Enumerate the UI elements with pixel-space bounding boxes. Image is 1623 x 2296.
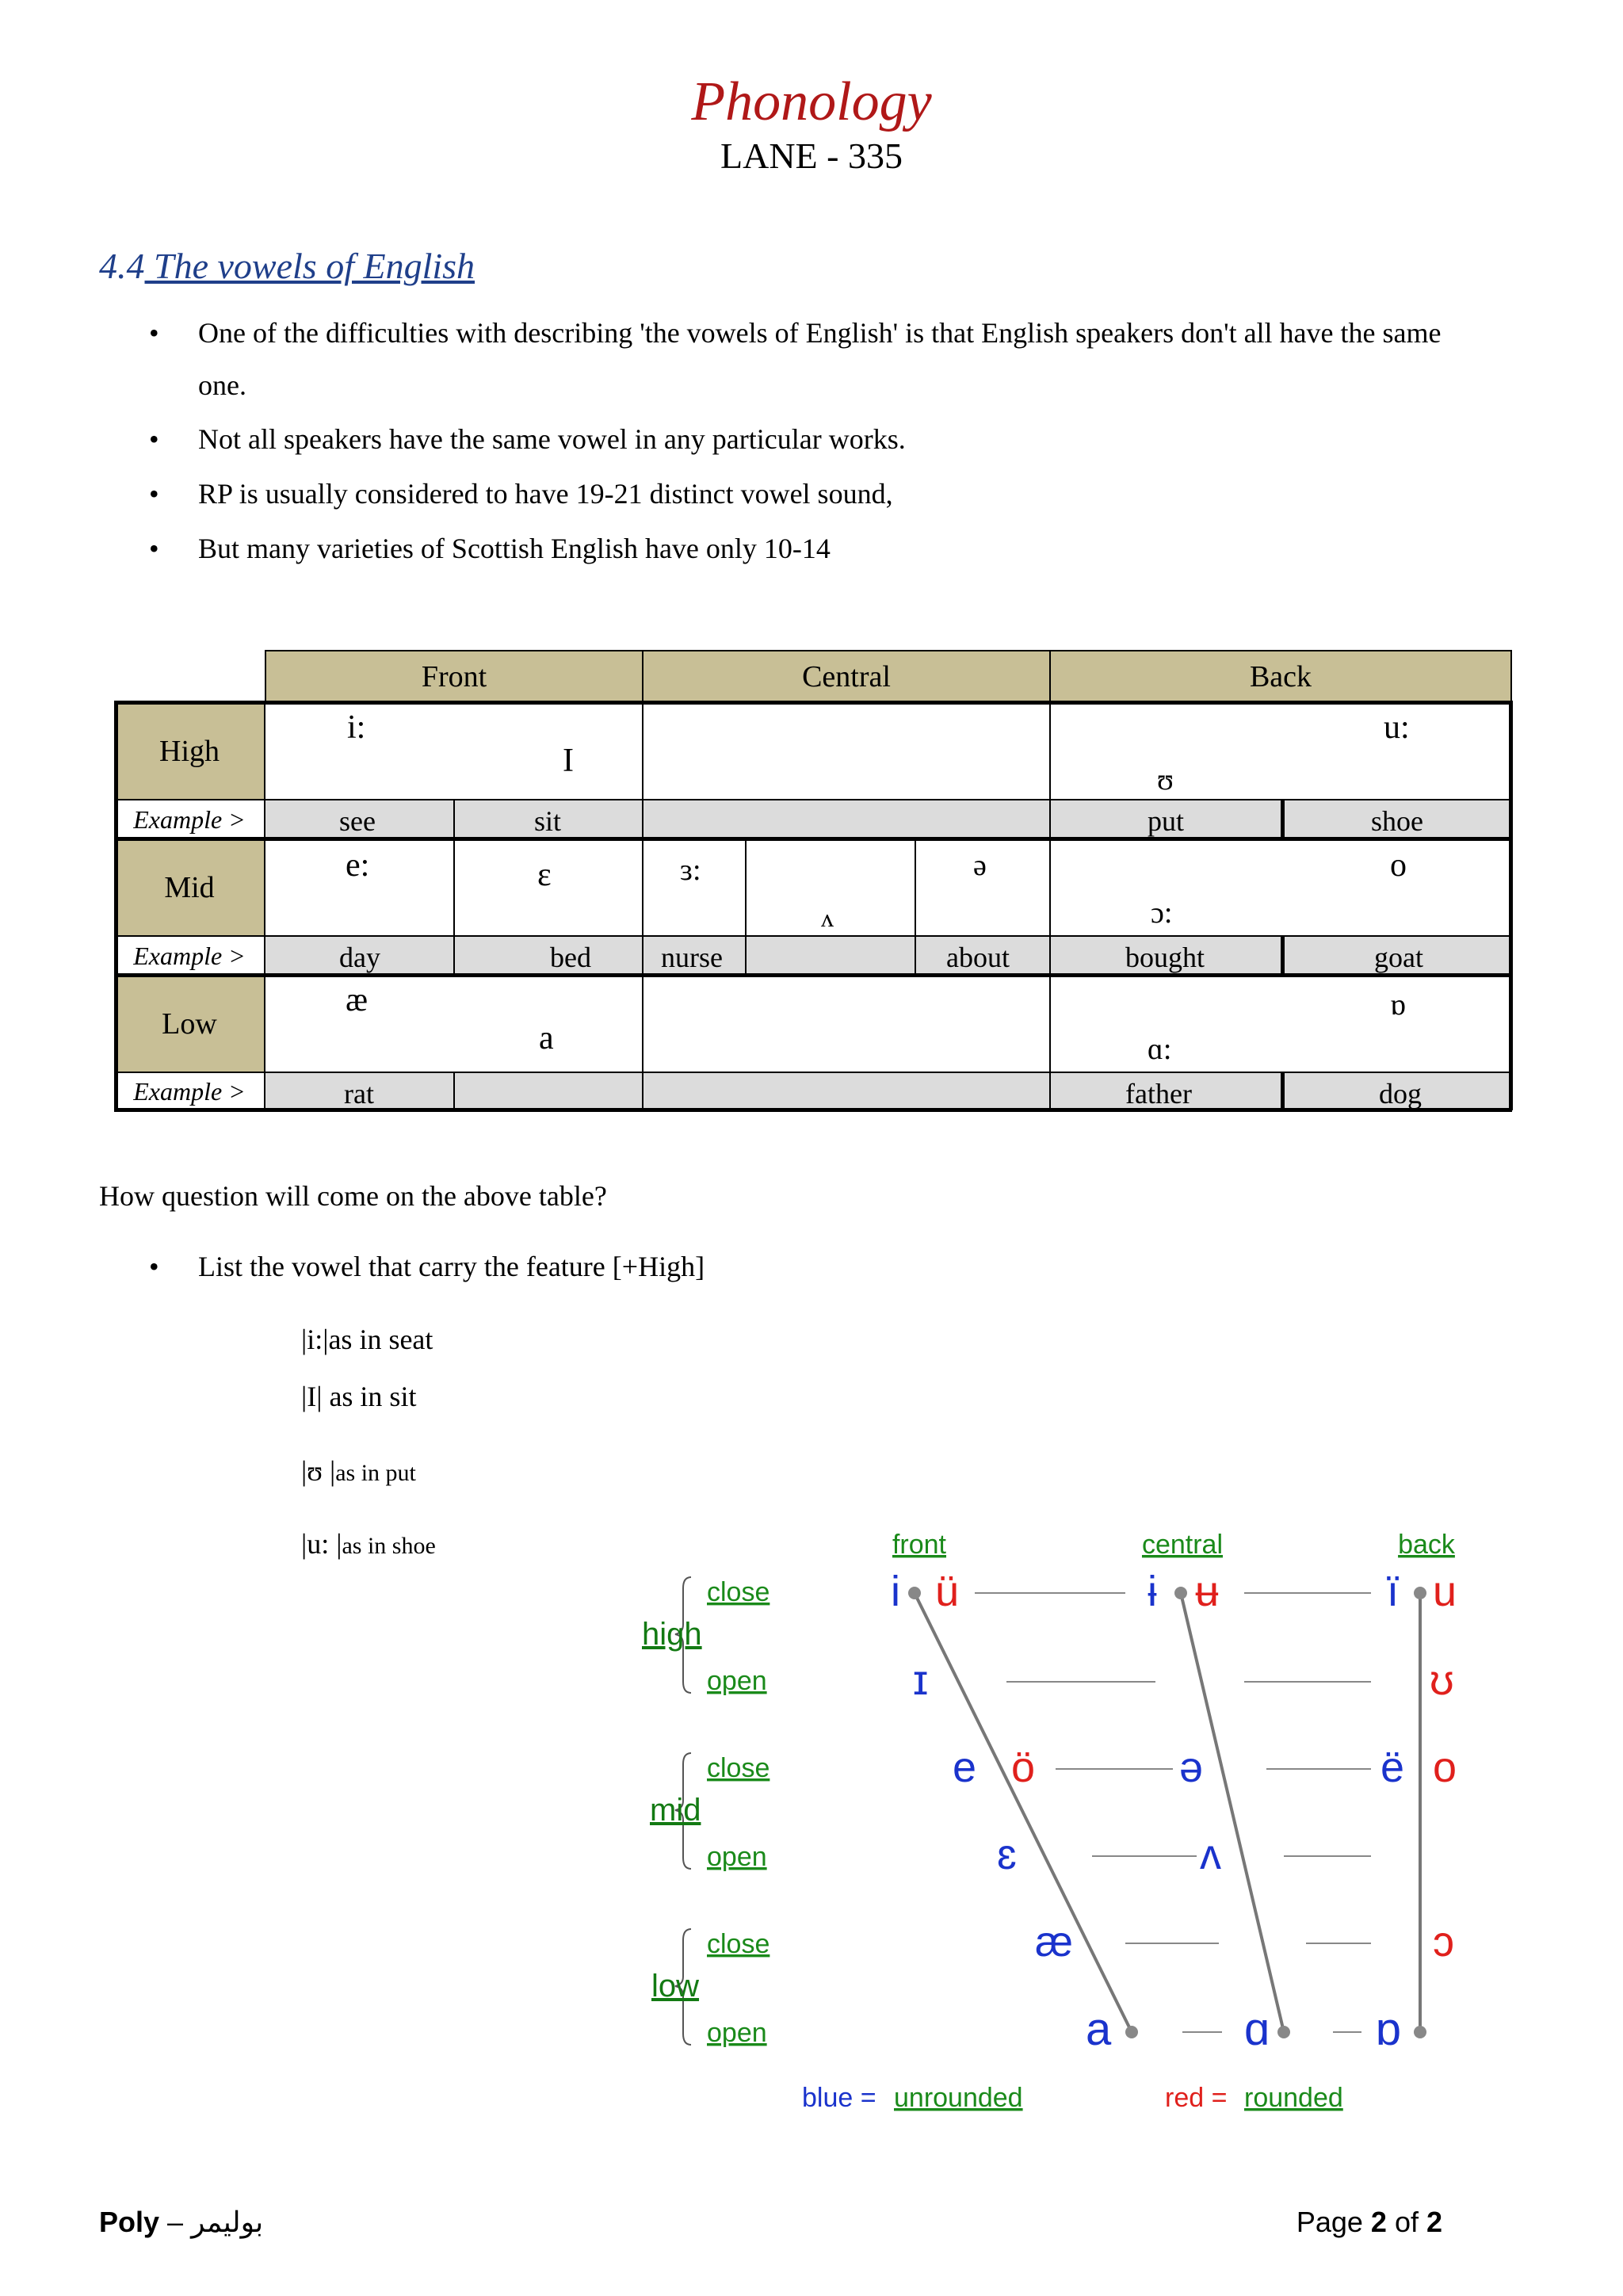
vowel-rounded: ʉ: [1195, 1568, 1220, 1615]
bullet-item: • List the vowel that carry the feature [+High]: [149, 1251, 705, 1282]
svg-text:close: close: [707, 1929, 770, 1959]
page-number: Page 2 of 2: [1296, 2206, 1442, 2238]
vowel-unrounded: ɪ: [913, 1656, 929, 1704]
legend-red-value: rounded: [1244, 2083, 1343, 2113]
vowel-unrounded: ʌ: [1200, 1831, 1221, 1878]
bullet-item: • RP is usually considered to have 19-21 distinct vowel sound,: [149, 478, 893, 510]
vowel-symbol: u:: [1384, 709, 1410, 746]
col-header-back: Back: [1049, 650, 1512, 702]
legend-blue-label: blue =: [802, 2083, 876, 2113]
vowel-rounded: ʊ: [1430, 1656, 1454, 1704]
example-row-mid: [265, 937, 1512, 975]
vowel-rounded: ü: [935, 1568, 960, 1615]
row-header-high: High: [114, 702, 265, 800]
vowel-symbol: a: [539, 1020, 554, 1056]
vowel-unrounded: i: [891, 1568, 900, 1615]
svg-text:close: close: [707, 1577, 770, 1607]
question-text: How question will come on the above table?: [99, 1180, 607, 1212]
vowel-symbol: I: [563, 743, 574, 779]
vowel-symbol: o: [1390, 847, 1407, 884]
page-title: Phonology: [691, 71, 932, 132]
example-row-low: [265, 1073, 1512, 1110]
course-code: LANE - 335: [720, 136, 903, 176]
vowel-rounded: u: [1433, 1568, 1457, 1615]
answer-item: |i:|as in seat: [301, 1324, 433, 1355]
vowel-symbol: ʌ: [821, 904, 834, 932]
vowel-rounded: o: [1433, 1744, 1457, 1791]
vowel-chart: [586, 1506, 1537, 2124]
vowel-unrounded: ɛ: [997, 1831, 1017, 1878]
vowel-unrounded: ë: [1381, 1744, 1405, 1791]
section-number: 4.4: [99, 246, 145, 286]
example-row-high: [265, 800, 1512, 839]
vowel-symbol: ə: [973, 849, 987, 882]
svg-text:open: open: [707, 2018, 767, 2048]
vowel-rounded: ö: [1011, 1744, 1036, 1791]
vowel-symbol: ɛ: [537, 857, 552, 893]
vowel-unrounded: æ: [1035, 1918, 1074, 1966]
example-label: Example >: [133, 1077, 246, 1106]
height-label: mid: [650, 1793, 701, 1828]
vowel-unrounded: ɑ: [1244, 2004, 1270, 2055]
answer-item: |ʊ |as in put: [301, 1455, 416, 1487]
vowel-table: Front Central Back High Mid Low Example > Example > Example > i: I ʊ u: see sit put shoe e: ɛ ɜ: ʌ ə ɔ: o day bed nurse about bought goat æ a ɑ: ɒ rat father dog: [114, 650, 1512, 1110]
bullet-item: • Not all speakers have the same vowel in any particular works.: [149, 423, 906, 455]
vowel-unrounded: ɒ: [1376, 2004, 1402, 2055]
height-label: high: [642, 1617, 702, 1652]
answer-item: |I| as in sit: [301, 1381, 417, 1412]
col-header-front: Front: [265, 650, 643, 702]
vowel-symbol: ʊ: [1157, 763, 1174, 797]
height-label: low: [651, 1969, 700, 2004]
vowel-symbol: ɜ:: [680, 854, 701, 887]
legend-red-label: red =: [1165, 2083, 1228, 2113]
row-header-mid: Mid: [114, 839, 265, 937]
svg-text:open: open: [707, 1842, 767, 1872]
vowel-symbol: ɒ: [1390, 988, 1406, 1022]
section-title: The vowels of English: [144, 246, 475, 286]
row-header-low: Low: [114, 975, 265, 1073]
vowel-symbol: æ: [346, 982, 369, 1018]
col-header-central: Central: [642, 650, 1051, 702]
vowel-unrounded: a: [1086, 2004, 1112, 2055]
vowel-unrounded: ɨ: [1148, 1568, 1157, 1615]
vowel-unrounded: ə: [1179, 1744, 1204, 1791]
example-label: Example >: [133, 942, 246, 970]
bullet-item: • But many varieties of Scottish English have only 10-14: [149, 533, 831, 564]
footer-left: Poly – بوليمر: [99, 2206, 264, 2238]
vowel-symbol: i:: [347, 709, 366, 746]
bullet-item: • One of the difficulties with describing 'the vowels of English' is that English speakers don't all have the same one.: [149, 317, 1442, 401]
column-label: central: [1141, 1530, 1224, 1560]
vowel-symbol: e:: [346, 847, 370, 884]
column-label: back: [1398, 1530, 1455, 1560]
section-heading: [99, 244, 475, 288]
svg-text:open: open: [707, 1666, 767, 1696]
vowel-symbol: ɔ:: [1151, 896, 1173, 930]
svg-text:close: close: [707, 1753, 770, 1783]
vowel-unrounded: e: [953, 1744, 977, 1791]
answer-item: |u: |as in shoe: [301, 1528, 436, 1560]
legend-blue-value: unrounded: [894, 2083, 1023, 2113]
vowel-unrounded: ï: [1387, 1568, 1400, 1615]
vowel-rounded: ɔ: [1433, 1918, 1454, 1966]
vowel-symbol: ɑ:: [1148, 1033, 1172, 1066]
column-label: front: [892, 1530, 947, 1560]
example-label: Example >: [133, 805, 246, 834]
